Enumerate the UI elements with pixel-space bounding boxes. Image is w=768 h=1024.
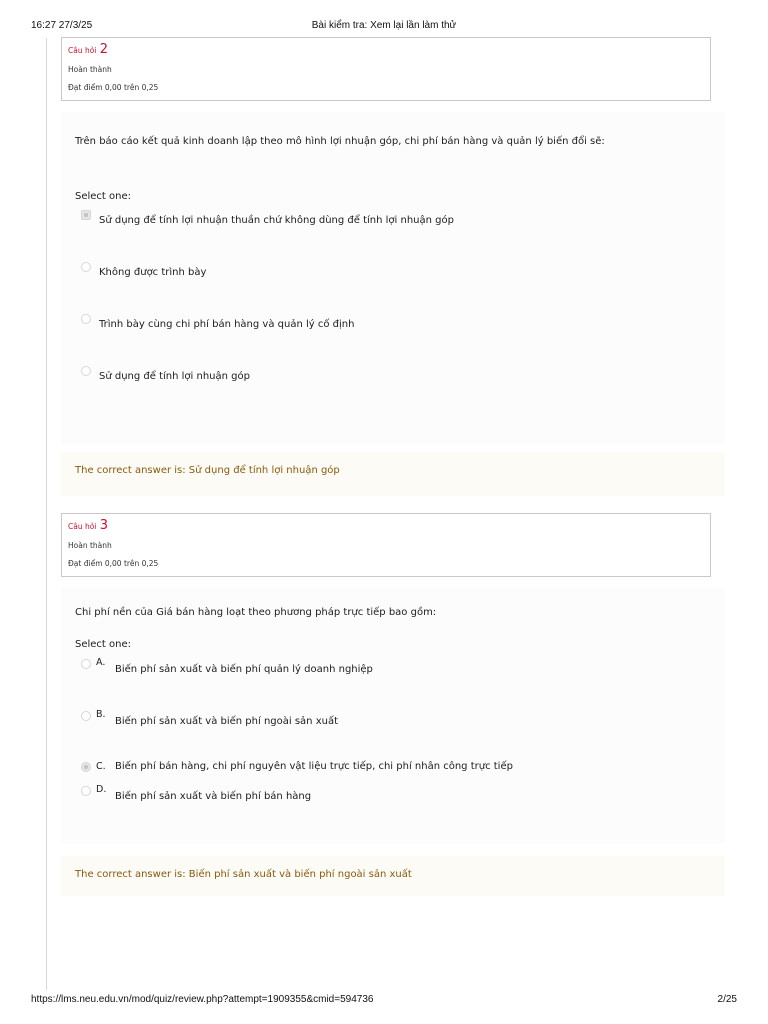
question-formulation bbox=[61, 112, 725, 445]
question-number bbox=[68, 42, 108, 57]
print-timestamp: 16:27 27/3/25 bbox=[31, 20, 93, 31]
answer-text: Biến phí bán hàng, chi phí nguyên vật liệu trực tiếp, chi phí nhân công trực tiếp bbox=[115, 761, 513, 772]
radio-button[interactable] bbox=[81, 762, 91, 772]
radio-button[interactable] bbox=[81, 659, 91, 669]
page-number: 2/25 bbox=[717, 994, 737, 1005]
answer-option[interactable] bbox=[81, 314, 711, 336]
radio-button[interactable] bbox=[81, 210, 91, 220]
question-info-box bbox=[61, 513, 711, 577]
correct-answer-feedback bbox=[61, 452, 725, 496]
answer-text: Sử dụng để tính lợi nhuận thuần chứ không dùng để tính lợi nhuận góp bbox=[99, 215, 454, 226]
answer-text: Biến phí sản xuất và biến phí bán hàng bbox=[115, 791, 312, 802]
answer-text: Biến phí sản xuất và biến phí quản lý doanh nghiệp bbox=[115, 664, 373, 675]
answer-option[interactable] bbox=[81, 711, 711, 733]
radio-button[interactable] bbox=[81, 314, 91, 324]
question-grade: Đạt điểm 0,00 trên 0,25 bbox=[68, 559, 159, 568]
correct-answer-text: The correct answer is: Biến phí sản xuất và biến phí ngoài sản xuất bbox=[75, 869, 412, 880]
page-url: https://lms.neu.edu.vn/mod/quiz/review.php?attempt=1909355&cmid=594736 bbox=[31, 994, 374, 1005]
answer-letter: B. bbox=[96, 709, 106, 720]
question-text: Chi phí nền của Giá bán hàng loạt theo phương pháp trực tiếp bao gồm: bbox=[75, 607, 437, 618]
left-border-rule bbox=[46, 38, 47, 990]
answer-option[interactable] bbox=[81, 786, 711, 808]
select-one-label: Select one: bbox=[75, 191, 132, 202]
answer-letter: C. bbox=[96, 761, 106, 772]
answer-option[interactable] bbox=[81, 262, 711, 284]
answer-text: Trình bày cùng chi phí bán hàng và quản lý cố định bbox=[99, 319, 355, 330]
answer-text: Sử dụng để tính lợi nhuận góp bbox=[99, 371, 250, 382]
question-state: Hoàn thành bbox=[68, 541, 112, 550]
answer-option[interactable] bbox=[81, 366, 711, 388]
answer-option[interactable] bbox=[81, 659, 711, 681]
select-one-label: Select one: bbox=[75, 639, 132, 650]
print-page-title: Bài kiểm tra: Xem lại lần làm thử bbox=[311, 20, 457, 31]
question-number-value: 3 bbox=[99, 518, 109, 533]
question-grade: Đạt điểm 0,00 trên 0,25 bbox=[68, 83, 159, 92]
question-text: Trên báo cáo kết quả kinh doanh lập theo mô hình lợi nhuận góp, chi phí bán hàng và quản lý biến đổi sẽ: bbox=[75, 136, 605, 147]
radio-button[interactable] bbox=[81, 366, 91, 376]
question-number bbox=[68, 518, 108, 533]
question-state: Hoàn thành bbox=[68, 65, 112, 74]
question-label: Câu hỏi bbox=[68, 46, 97, 55]
answer-text: Biến phí sản xuất và biến phí ngoài sản xuất bbox=[115, 716, 338, 727]
radio-button[interactable] bbox=[81, 711, 91, 721]
answer-text: Không được trình bày bbox=[99, 267, 207, 278]
correct-answer-feedback bbox=[61, 856, 725, 896]
print-header bbox=[31, 20, 737, 34]
answer-option[interactable] bbox=[81, 762, 711, 784]
answer-option[interactable] bbox=[81, 210, 711, 232]
question-number-value: 2 bbox=[99, 42, 109, 57]
radio-button[interactable] bbox=[81, 786, 91, 796]
print-footer bbox=[31, 994, 737, 1008]
correct-answer-text: The correct answer is: Sử dụng để tính lợi nhuận góp bbox=[75, 465, 340, 476]
question-info-box bbox=[61, 37, 711, 101]
radio-button[interactable] bbox=[81, 262, 91, 272]
question-label: Câu hỏi bbox=[68, 522, 97, 531]
answer-letter: A. bbox=[96, 657, 106, 668]
question-formulation bbox=[61, 587, 725, 843]
answer-letter: D. bbox=[96, 784, 107, 795]
